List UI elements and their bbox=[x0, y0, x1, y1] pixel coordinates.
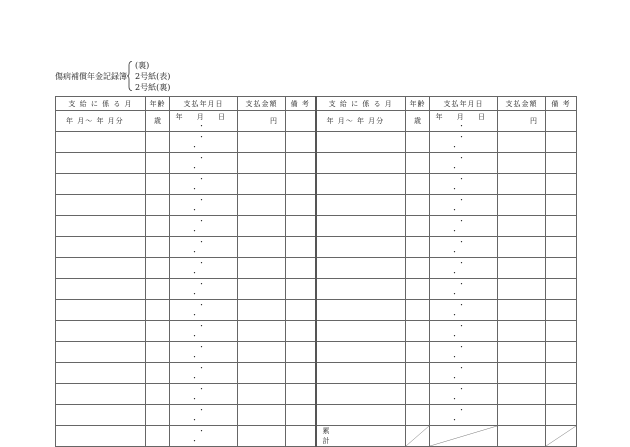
table-row bbox=[56, 258, 577, 279]
date-dots: ・ ・ bbox=[170, 279, 238, 300]
date-dots: ・ ・ bbox=[170, 405, 238, 426]
header-paydate: 支払年月日 bbox=[170, 97, 238, 111]
table-row bbox=[56, 363, 577, 384]
diagonal-cell bbox=[430, 426, 498, 447]
header-month: 支 給 に 係 る 月 bbox=[316, 97, 406, 111]
date-dots: ・ ・ bbox=[430, 342, 498, 363]
date-dots: ・ ・ bbox=[170, 342, 238, 363]
unit-row bbox=[56, 111, 577, 132]
unit-amount: 円 bbox=[498, 111, 546, 132]
date-dots: ・ ・ bbox=[430, 300, 498, 321]
unit-months: 年 月～ 年 月分 bbox=[316, 111, 406, 132]
brace-icon bbox=[127, 61, 133, 91]
option-sheet2-front: 2号紙(表) bbox=[135, 72, 171, 81]
date-dots: ・ ・ bbox=[430, 279, 498, 300]
unit-date: 年 月 日 ・ bbox=[170, 111, 238, 132]
unit-months: 年 月～ 年 月分 bbox=[56, 111, 146, 132]
date-dots: ・ ・ bbox=[430, 153, 498, 174]
table-row bbox=[56, 279, 577, 300]
total-label: 累 計 bbox=[316, 426, 406, 447]
date-dots: ・ ・ bbox=[430, 195, 498, 216]
date-dots: ・ ・ bbox=[170, 195, 238, 216]
unit-age: 歳 bbox=[406, 111, 430, 132]
date-dots: ・ ・ bbox=[430, 132, 498, 153]
date-dots: ・ ・ bbox=[430, 363, 498, 384]
unit-age: 歳 bbox=[146, 111, 170, 132]
header-paydate: 支払年月日 bbox=[430, 97, 498, 111]
date-dots: ・ ・ bbox=[170, 384, 238, 405]
header-amount: 支払金額 bbox=[498, 97, 546, 111]
date-dots: ・ ・ bbox=[430, 321, 498, 342]
date-dots: ・ ・ bbox=[170, 321, 238, 342]
date-dots: ・ ・ bbox=[170, 363, 238, 384]
date-dots: ・ ・ bbox=[430, 174, 498, 195]
date-dots: ・ ・ bbox=[170, 153, 238, 174]
date-dots: ・ ・ bbox=[430, 237, 498, 258]
table-row bbox=[56, 132, 577, 153]
unit-remarks bbox=[286, 111, 316, 132]
date-dots: ・ ・ bbox=[430, 405, 498, 426]
table-row bbox=[56, 384, 577, 405]
table-row bbox=[56, 153, 577, 174]
date-dots: ・ ・ bbox=[170, 237, 238, 258]
table-row bbox=[56, 216, 577, 237]
date-dots: ・ ・ bbox=[170, 174, 238, 195]
date-dots: ・ ・ bbox=[170, 300, 238, 321]
date-dots: ・ ・ bbox=[430, 384, 498, 405]
date-dots: ・ ・ bbox=[170, 132, 238, 153]
diagonal-cell bbox=[406, 426, 430, 447]
option-back: (裏) bbox=[135, 61, 150, 70]
total-row bbox=[56, 426, 577, 447]
header-age: 年齢 bbox=[406, 97, 430, 111]
unit-date: 年 月 日 ・ bbox=[430, 111, 498, 132]
header-row bbox=[56, 97, 577, 111]
record-table bbox=[55, 96, 577, 447]
date-dots: ・ ・ bbox=[170, 426, 238, 447]
header-age: 年齢 bbox=[146, 97, 170, 111]
header-month: 支 給 に 係 る 月 bbox=[56, 97, 146, 111]
table-row bbox=[56, 342, 577, 363]
table-row bbox=[56, 405, 577, 426]
unit-remarks bbox=[546, 111, 577, 132]
header-remarks: 備 考 bbox=[546, 97, 577, 111]
table-row bbox=[56, 195, 577, 216]
table-row bbox=[56, 300, 577, 321]
header-amount: 支払金額 bbox=[238, 97, 286, 111]
table-row bbox=[56, 237, 577, 258]
table-row bbox=[56, 321, 577, 342]
option-sheet2-back: 2号紙(裏) bbox=[135, 83, 171, 92]
diagonal-cell bbox=[546, 426, 577, 447]
date-dots: ・ ・ bbox=[430, 216, 498, 237]
date-dots: ・ ・ bbox=[170, 258, 238, 279]
unit-amount: 円 bbox=[238, 111, 286, 132]
table-row bbox=[56, 174, 577, 195]
header-remarks: 備 考 bbox=[286, 97, 316, 111]
date-dots: ・ ・ bbox=[170, 216, 238, 237]
date-dots: ・ ・ bbox=[430, 258, 498, 279]
form-title: 傷病補償年金記録簿 bbox=[55, 72, 127, 81]
